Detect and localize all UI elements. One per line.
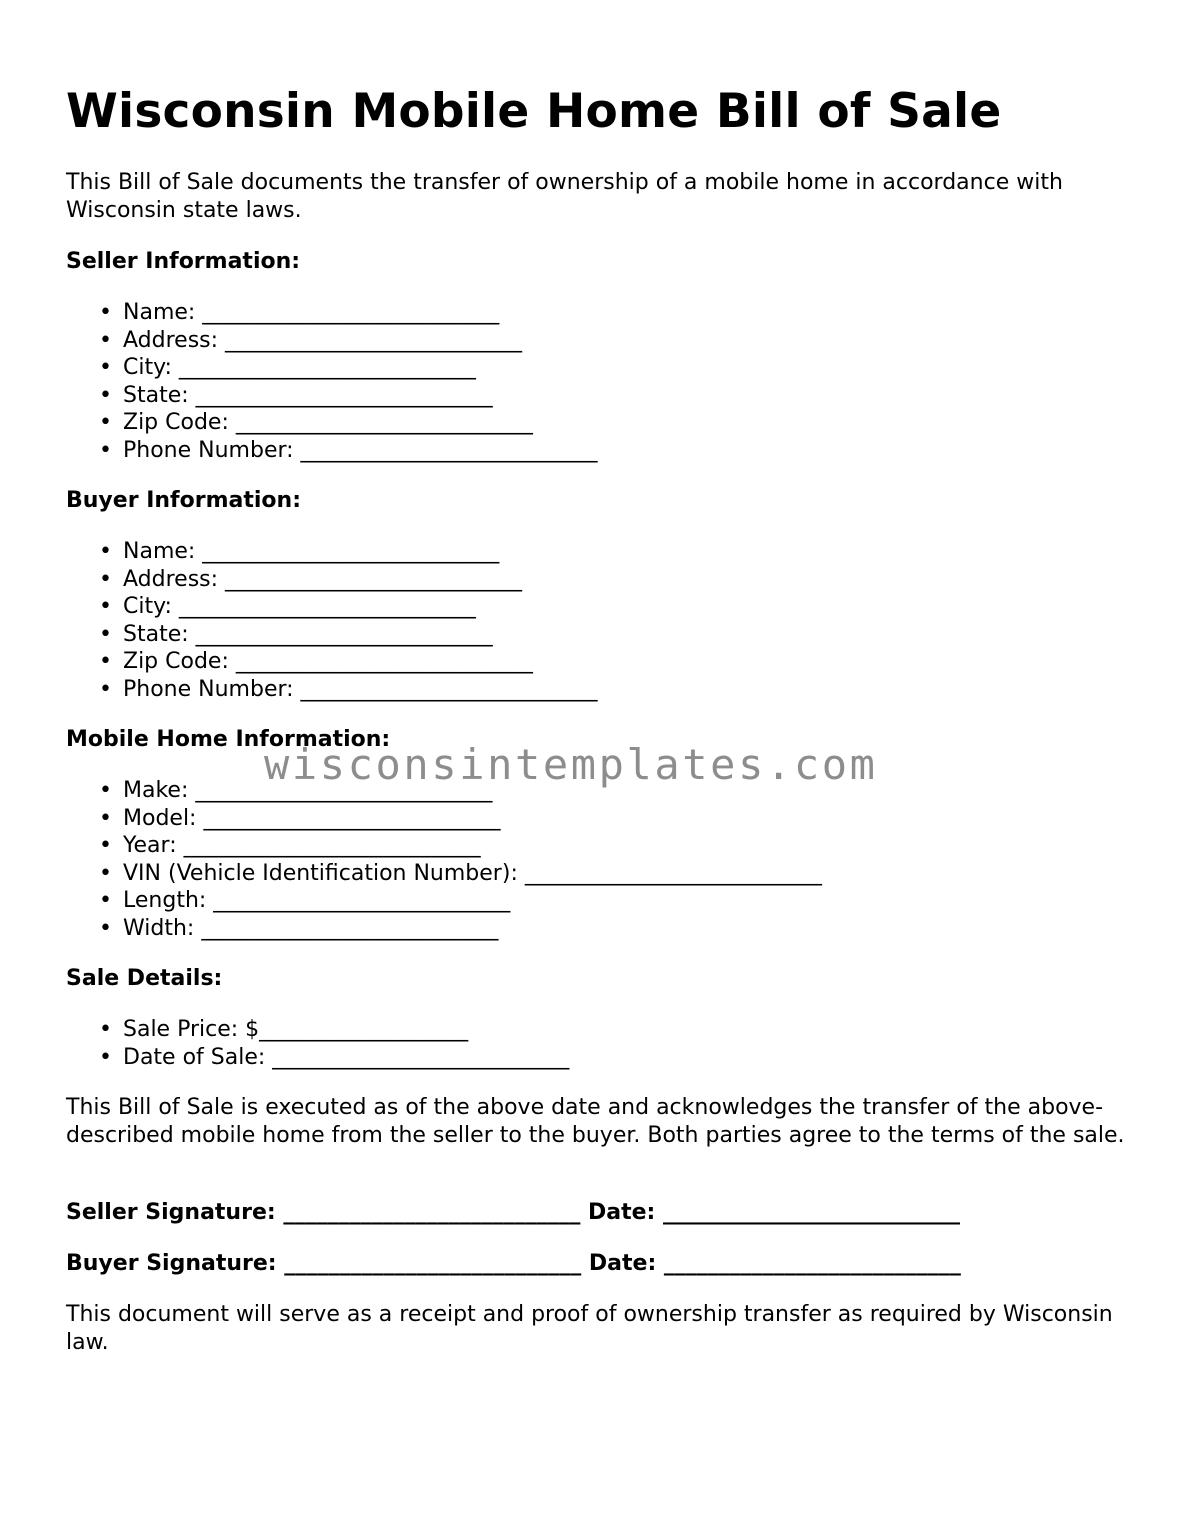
seller-heading: Seller Information:: [66, 249, 301, 274]
buyer-phone-field[interactable]: • Phone Number: ___________________________: [99, 676, 598, 702]
mobile-home-field-list: [66, 777, 1126, 943]
seller-phone-field[interactable]: • Phone Number: ___________________________: [99, 437, 598, 463]
seller-city-field[interactable]: • City: ___________________________: [99, 355, 476, 381]
year-field[interactable]: • Year: ___________________________: [99, 833, 481, 859]
vin-field[interactable]: • VIN (Vehicle Identification Number): ___________________________: [99, 860, 822, 886]
sale-field-list: [66, 1016, 1126, 1071]
length-field[interactable]: • Length: ___________________________: [99, 888, 511, 914]
seller-state-field[interactable]: • State: ___________________________: [99, 382, 493, 408]
seller-zip-field[interactable]: • Zip Code: ___________________________: [99, 410, 533, 436]
buyer-zip-field[interactable]: • Zip Code: ___________________________: [99, 649, 533, 675]
seller-signature-line[interactable]: Seller Signature: ___________________________ Date: ___________________________: [66, 1200, 960, 1225]
sale-price-field[interactable]: • Sale Price: $___________________: [99, 1017, 469, 1042]
buyer-name-field[interactable]: • Name: ___________________________: [99, 539, 500, 564]
date-of-sale-field[interactable]: • Date of Sale: ___________________________: [99, 1044, 570, 1070]
model-field[interactable]: • Model: ___________________________: [99, 805, 501, 831]
closing-paragraph: This document will serve as a receipt and proof of ownership transfer as required by Wisconsin law.: [66, 1302, 1113, 1355]
mobile-home-heading: Mobile Home Information:: [66, 727, 391, 752]
buyer-signature-line[interactable]: Buyer Signature: ___________________________ Date: ___________________________: [66, 1251, 961, 1276]
watermark-text: wisconsintemplates.com: [264, 740, 878, 789]
make-field[interactable]: • Make: ___________________________: [99, 778, 493, 803]
width-field[interactable]: • Width: ___________________________: [99, 915, 499, 941]
buyer-field-list: [66, 538, 1126, 704]
document-title: Wisconsin Mobile Home Bill of Sale: [66, 84, 1002, 139]
intro-paragraph: This Bill of Sale documents the transfer of ownership of a mobile home in accordance with Wisconsin state laws.: [66, 170, 1063, 223]
buyer-state-field[interactable]: • State: ___________________________: [99, 621, 493, 647]
buyer-heading: Buyer Information:: [66, 488, 301, 513]
execution-paragraph: This Bill of Sale is executed as of the above date and acknowledges the transfer of the above-described mobile home from the seller to the buyer. Both parties agree to the terms of the sale.: [66, 1095, 1125, 1148]
seller-name-field[interactable]: • Name: ___________________________: [99, 300, 500, 325]
seller-address-field[interactable]: • Address: ___________________________: [99, 327, 523, 353]
seller-field-list: [66, 299, 1126, 465]
sale-details-heading: Sale Details:: [66, 966, 223, 991]
buyer-city-field[interactable]: • City: ___________________________: [99, 594, 476, 620]
buyer-address-field[interactable]: • Address: ___________________________: [99, 566, 523, 592]
